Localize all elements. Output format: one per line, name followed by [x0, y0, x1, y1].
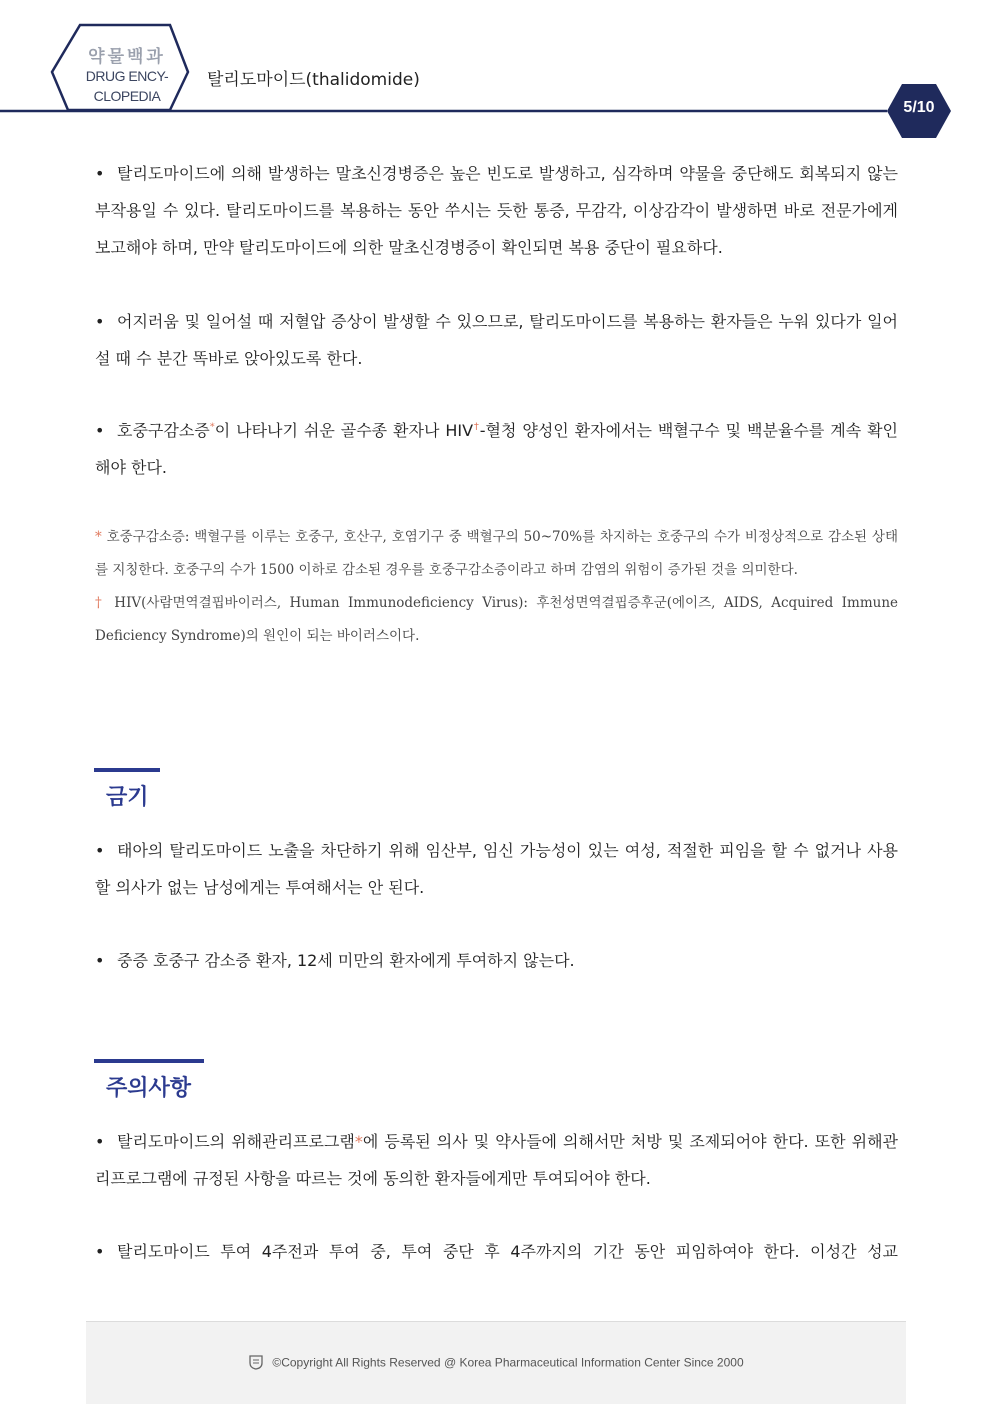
precaution-item [95, 1233, 898, 1270]
footnote-ref-asterisk: * [209, 421, 215, 433]
bullet: • [95, 1242, 105, 1261]
warning-item-hypotension [95, 303, 898, 377]
section-title-contraindications: 금기 [106, 785, 149, 810]
contraindication-item [95, 832, 898, 906]
precaution-text-part2: 에 등록된 의사 및 약사들에 의해서만 처방 및 조제되어야 한다. 또한 위해관리프로그램에 규정된 사항을 따르는 것에 동의한 환자들에게만 투여되어야 한다. [95, 1132, 898, 1188]
page-number: 5/10 [903, 99, 935, 116]
warning-text-part1: 호중구감소증 [117, 421, 210, 440]
section-bar [94, 1059, 204, 1063]
bullet: • [95, 312, 105, 331]
warning-item-neutropenia [95, 412, 898, 486]
footnote-hiv [95, 587, 898, 653]
precaution-text: 탈리도마이드 투여 4주전과 투여 중, 투여 중단 후 4주까지의 기간 동안 피임하여야 한다. 이성간 성교 [117, 1242, 898, 1261]
precaution-item [95, 1123, 898, 1197]
footnotes [95, 521, 898, 653]
bullet: • [95, 841, 105, 860]
warning-text-part2: 이 나타나기 쉬운 골수종 환자나 HIV [214, 421, 474, 440]
bullet: • [95, 951, 105, 970]
warning-item-neuropathy [95, 155, 898, 266]
contraindication-item [95, 942, 898, 979]
footnote-neutropenia [95, 521, 898, 587]
precaution-text-part1: 탈리도마이드의 위해관리프로그램 [117, 1132, 355, 1151]
page-header [0, 0, 992, 140]
footnote-mark: † [95, 595, 106, 611]
section-title-precautions: 주의사항 [106, 1076, 192, 1101]
contraindication-text: 태아의 탈리도마이드 노출을 차단하기 위해 임산부, 임신 가능성이 있는 여성, 적절한 피임을 할 수 없거나 사용할 의사가 없는 남성에게는 투여해서는 안 된다. [95, 841, 898, 897]
document-title: 탈리도마이드(thalidomide) [207, 70, 420, 90]
warning-text: 탈리도마이드에 의해 발생하는 말초신경병증은 높은 빈도로 발생하고, 심각하며 약물을 중단해도 회복되지 않는 부작용일 수 있다. 탈리도마이드를 복용하는 동안 쑤시는 듯한 통증, 무감각, 이상감각이 발생하면 바로 전문가에게 보고해야 하며, 만약 탈리도마이드에 의한 말초신경병증이 확인되면 복용 중단이 필요하다. [95, 164, 898, 257]
section-bar [94, 768, 160, 772]
footnote-text: HIV(사람면역결핍바이러스, Human Immunodeficiency Virus): 후천성면역결핍증후군(에이즈, AIDS, Acquired Immune Deficiency Syndrome)의 원인이 되는 바이러스이다. [95, 595, 898, 644]
copyright-text: ©Copyright All Rights Reserved @ Korea Pharmaceutical Information Center Since 2000 [272, 1355, 744, 1370]
bullet: • [95, 164, 105, 183]
footnote-ref-dagger: † [473, 421, 480, 433]
footnote-text: 호중구감소증: 백혈구를 이루는 호중구, 호산구, 호염기구 중 백혈구의 50~70%를 차지하는 호중구의 수가 비정상적으로 감소된 상태를 지칭한다. 호중구의 수가 1500 이하로 감소된 경우를 호중구감소증이라고 하며 감염의 위험이 증가된 것을 의미한다. [95, 529, 898, 578]
warning-text: 어지러움 및 일어설 때 저혈압 증상이 발생할 수 있으므로, 탈리도마이드를 복용하는 환자들은 누워 있다가 일어설 때 수 분간 똑바로 앉아있도록 한다. [95, 312, 898, 368]
bullet: • [95, 1132, 105, 1151]
footnote-mark: * [95, 529, 102, 545]
footer-content [86, 1354, 906, 1373]
warning-text-part3: -혈청 양성인 환자에서는 백혈구수 및 백분율수를 계속 확인해야 한다. [95, 421, 898, 477]
logo-english-line1: DRUG ENCY- [85, 68, 169, 84]
shield-logo-icon [248, 1354, 264, 1373]
bullet: • [95, 421, 105, 440]
footnote-ref-asterisk: * [354, 1132, 363, 1151]
contraindication-text: 중증 호중구 감소증 환자, 12세 미만의 환자에게 투여하지 않는다. [117, 951, 575, 970]
logo-english-line2: CLOPEDIA [93, 88, 161, 104]
page-footer [86, 1321, 906, 1404]
logo-korean: 약물백과 [88, 47, 166, 67]
